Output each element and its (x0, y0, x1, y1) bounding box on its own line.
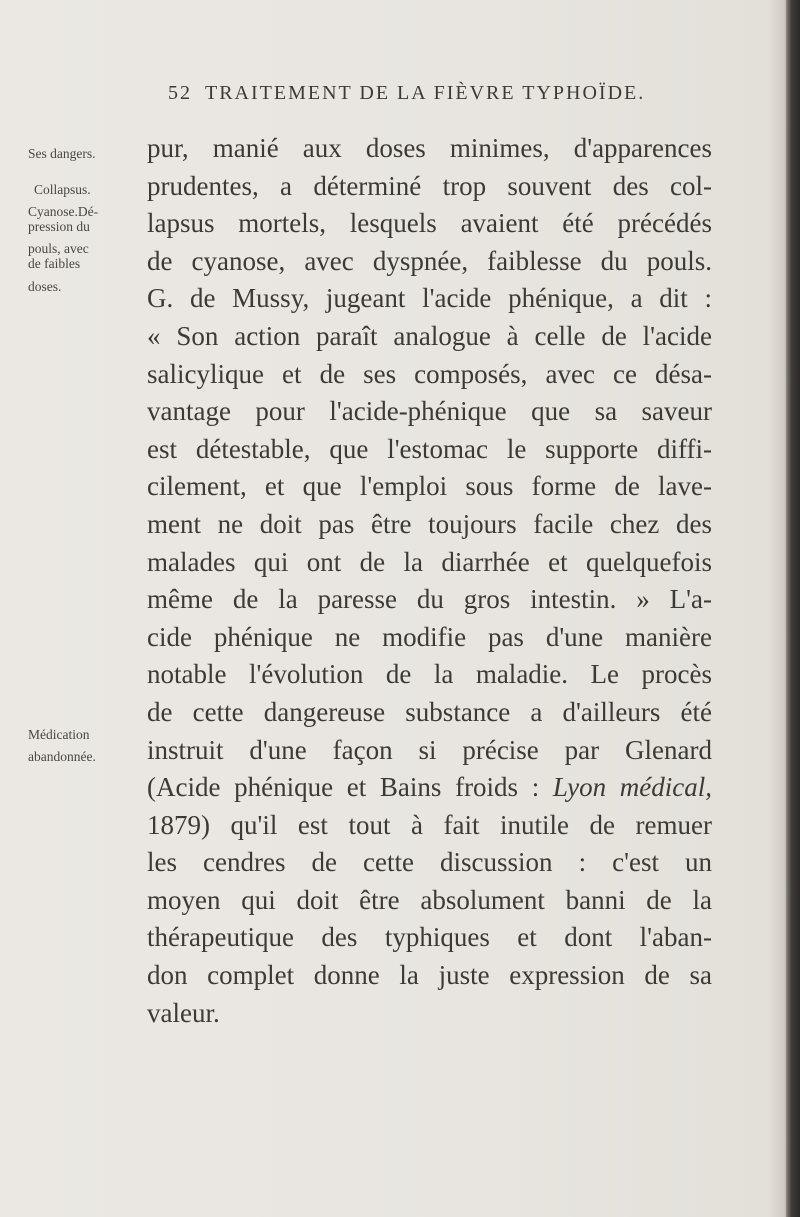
margin-note-line: doses. (28, 279, 62, 294)
text-line: prudentes, a déterminé trop souvent des col- (147, 170, 712, 201)
citation-journal: Lyon médical, (552, 772, 712, 803)
margin-note-symptoms (28, 182, 142, 294)
citation-text: (Acide phénique et Bains froids : (147, 772, 553, 803)
text-line: vantage pour l'acide-phénique que sa saveur (147, 396, 712, 427)
margin-note-abandoned (28, 727, 142, 764)
text-line: pur, manié aux doses minimes, d'apparences (147, 133, 712, 163)
text-line: 1879) qu'il est tout à fait inutile de remuer (147, 809, 712, 840)
body-text (147, 130, 712, 1032)
page-edge (786, 0, 800, 1217)
text-line: cide phénique ne modifie pas d'une manière (147, 621, 712, 652)
margin-note-dangers (28, 146, 142, 161)
text-line: malades qui ont de la diarrhée et quelquefois (147, 546, 712, 577)
text-line: salicylique et de ses composés, avec ce désa- (147, 358, 712, 389)
page-number: 52 (168, 82, 192, 104)
margin-note-line: Ses dangers. (28, 146, 96, 161)
text-line: est détestable, que l'estomac le supporte diffi- (147, 433, 712, 464)
margin-note-line: Cyanose.Dé- (28, 204, 99, 219)
text-line: cilement, et que l'emploi sous forme de lave- (147, 471, 712, 502)
margin-note-line: pouls, avec (28, 241, 89, 256)
text-line: de cyanose, avec dyspnée, faiblesse du pouls. (147, 245, 712, 276)
text-line: instruit d'une façon si précise par Glenard (147, 734, 712, 765)
text-line: G. de Mussy, jugeant l'acide phénique, a dit : (147, 283, 712, 314)
text-line: thérapeutique des typhiques et dont l'aban- (147, 922, 712, 953)
text-line: don complet donne la juste expression de sa (147, 960, 712, 991)
text-line: notable l'évolution de la maladie. Le procès (147, 659, 712, 690)
text-line: même de la paresse du gros intestin. » L'a- (147, 584, 712, 615)
margin-note-line: abandonnée. (28, 749, 96, 764)
text-line: lapsus mortels, lesquels avaient été précédés (147, 208, 712, 239)
margin-note-line: de faibles (28, 256, 81, 271)
text-line: « Son action paraît analogue à celle de l'acide (147, 320, 712, 351)
text-line: de cette dangereuse substance a d'ailleurs été (147, 696, 712, 727)
margin-note-line: Collapsus. (34, 182, 91, 197)
running-title: TRAITEMENT DE LA FIÈVRE TYPHOÏDE. (205, 82, 646, 104)
margin-note-line: pression du (28, 219, 90, 234)
text-line: les cendres de cette discussion : c'est un (147, 847, 712, 878)
text-line: ment ne doit pas être toujours facile chez des (147, 508, 712, 539)
citation-line (147, 769, 712, 807)
text-line: valeur. (147, 997, 220, 1028)
margin-note-line: Médication (28, 727, 90, 742)
text-line: moyen qui doit être absolument banni de la (147, 884, 712, 915)
